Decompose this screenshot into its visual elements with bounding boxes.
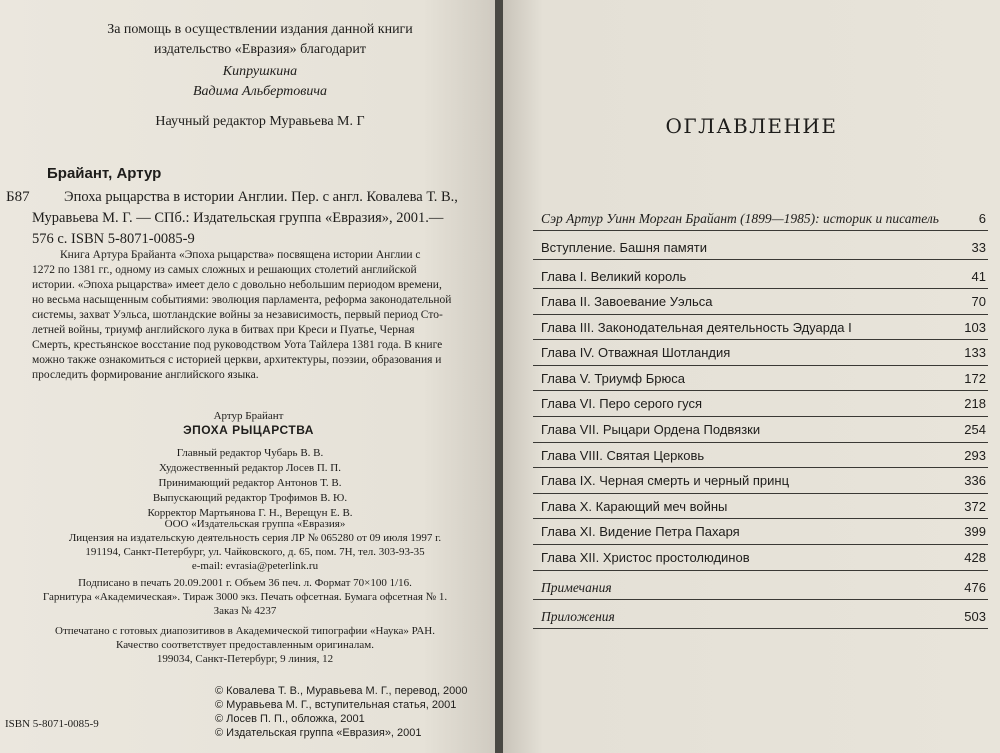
toc-label: Глава VIII. Святая Церковь [541, 447, 705, 463]
bib-author: Брайант, Артур [47, 165, 162, 182]
annotation-line: системы, захват Уэльса, шотландские войны за независимость, первый период Сто- [32, 309, 443, 321]
thanks-name-1: Кипрушкина [222, 64, 298, 79]
thanks-line-2: издательство «Евразия» благодарит [153, 42, 367, 57]
annotation-line: Книга Артура Брайанта «Эпоха рыцарства» посвящена истории Англии с [60, 249, 421, 261]
staff-line: Выпускающий редактор Трофимов В. Ю. [152, 492, 348, 504]
thanks-name-2: Вадима Альбертовича [192, 84, 328, 99]
toc-page: 428 [964, 549, 986, 565]
toc-page: 103 [964, 319, 986, 335]
toc-label: Примечания [541, 579, 612, 595]
toc-label: Глава II. Завоевание Уэльса [541, 294, 713, 309]
bib-code: Б87 [6, 189, 30, 205]
annotation-line: 1272 по 1381 гг., одному из самых сложных и решающих столетий английской [32, 264, 417, 276]
toc-label: Глава I. Великий король [541, 269, 687, 284]
toc-label: Сэр Артур Уинн Морган Брайант (1899—1985): историк и писатель [541, 211, 939, 226]
toc-row [533, 230, 988, 259]
staff-line: Принимающий редактор Антонов Т. В. [158, 477, 342, 489]
toc-label: Глава V. Триумф Брюса [541, 370, 685, 386]
toc-row [533, 314, 988, 340]
toc-page: 476 [964, 579, 986, 595]
bib-entry-line-2: Муравьева М. Г. — СПб.: Издательская группа «Евразия», 2001.— [32, 210, 444, 226]
toc-label: Глава XII. Христос простолюдинов [541, 549, 750, 565]
annotation [32, 248, 472, 383]
left-page [0, 0, 497, 753]
staff-line: Художественный редактор Лосев П. П. [159, 462, 341, 474]
toc-row [533, 365, 988, 391]
toc-page: 6 [978, 211, 986, 226]
toc-row [533, 416, 988, 442]
book-author: Артур Брайант [213, 410, 284, 422]
toc-row [533, 259, 988, 288]
toc-page: 372 [964, 498, 986, 514]
annotation-line: Смерть, крестьянское восстание под руководством Уота Тайлера 1381 года. В книге [32, 339, 443, 351]
toc-row [533, 493, 988, 519]
isbn: ISBN 5-8071-0085-9 [5, 718, 99, 730]
toc-label: Глава XI. Видение Петра Пахаря [541, 524, 740, 540]
toc-label: Глава X. Карающий меч войны [541, 498, 728, 514]
typography-info [10, 624, 480, 666]
copyright-block [215, 684, 468, 740]
toc-row [533, 339, 988, 365]
toc-label: Приложения [541, 608, 615, 624]
toc-page: 503 [964, 608, 986, 624]
annotation-line: истории. «Эпоха рыцарства» имеет дело с довольно небольшим периодом времени, [32, 279, 442, 291]
print-line: Гарнитура «Академическая». Тираж 3000 экз. Печать офсетная. Бумага офсетная № 1. [42, 591, 448, 603]
toc-row [533, 570, 988, 599]
print-line: Заказ № 4237 [213, 605, 277, 617]
toc-label: Глава VI. Перо серого гуся [541, 396, 703, 412]
publisher-line: Лицензия на издательскую деятельность серия ЛР № 065280 от 09 июля 1997 г. [68, 532, 442, 544]
copyright-line: © Издательская группа «Евразия», 2001 [215, 727, 422, 739]
toc-page: 336 [964, 473, 986, 489]
toc-page: 33 [971, 240, 986, 255]
staff-line: Главный редактор Чубарь В. В. [176, 447, 324, 459]
publisher-line: 191194, Санкт-Петербург, ул. Чайковского, д. 65, пом. 7Н, тел. 303-93-35 [85, 546, 425, 558]
toc-label: Глава III. Законодательная деятельность Эдуарда I [541, 319, 852, 335]
toc-row [533, 288, 988, 314]
toc-row [533, 518, 988, 544]
toc-row [533, 599, 988, 628]
print-line: Подписано в печать 20.09.2001 г. Объем 36 печ. л. Формат 70×100 1/16. [78, 577, 412, 589]
bib-entry [32, 187, 472, 250]
bib-entry-line-3: 576 с. ISBN 5-8071-0085-9 [32, 231, 195, 247]
thanks-line-1: За помощь в осуществлении издания данной книги [107, 22, 413, 37]
staff-list [100, 446, 400, 521]
publisher-info [20, 517, 490, 573]
copyright-line: © Муравьева М. Г., вступительная статья, 2001 [215, 699, 457, 711]
toc-row [533, 544, 988, 570]
right-page [503, 0, 1000, 753]
print-info [10, 576, 480, 618]
toc-row [533, 202, 988, 230]
toc-page: 218 [964, 396, 986, 412]
annotation-line: можно также ознакомиться с историей церкви, архитектуры, поэзии, образования и [32, 354, 442, 366]
toc-page: 399 [964, 524, 986, 540]
copyright-line: © Ковалева Т. В., Муравьева М. Г., перевод, 2000 [215, 685, 468, 697]
toc-page: 133 [964, 345, 986, 361]
typography-line: Качество соответствует предоставленным оригиналам. [116, 639, 374, 651]
annotation-line: проследить формирование английского языка. [32, 369, 259, 381]
toc-label: Глава IV. Отважная Шотландия [541, 345, 731, 361]
publisher-email: e-mail: evrasia@peterlink.ru [191, 560, 319, 572]
toc-page: 70 [971, 294, 986, 309]
copyright-line: © Лосев П. П., обложка, 2001 [215, 713, 365, 725]
toc-page: 41 [971, 269, 986, 284]
toc-page: 172 [964, 370, 986, 386]
science-editor: Научный редактор Муравьева М. Г [155, 114, 365, 129]
typography-line: 199034, Санкт-Петербург, 9 линия, 12 [156, 653, 334, 665]
annotation-line: но весьма насыщенным событиями: эволюция парламента, реформа законодательной [32, 294, 452, 306]
toc-page: 293 [964, 447, 986, 463]
toc-row [533, 390, 988, 416]
staff-line: Корректор Мартьянова Г. Н., Верещун Е. В. [147, 507, 353, 519]
toc-bottom-rule [533, 628, 988, 629]
toc-label: Глава VII. Рыцари Ордена Подвязки [541, 421, 761, 437]
toc-title: ОГЛАВЛЕНИЕ [665, 114, 838, 138]
book-title: ЭПОХА РЫЦАРСТВА [183, 423, 314, 437]
bib-entry-line-1: Эпоха рыцарства в истории Англии. Пер. с англ. Ковалева Т. В., [64, 189, 458, 205]
annotation-line: летней войны, триумф английского лука в битвах при Креси и Пуатье, Черная [32, 324, 415, 336]
toc-page: 254 [964, 421, 986, 437]
typography-line: Отпечатано с готовых диапозитивов в Академической типографии «Наука» РАН. [55, 625, 435, 637]
toc-row [533, 442, 988, 468]
table-of-contents [533, 202, 988, 629]
toc-label: Вступление. Башня памяти [541, 240, 708, 255]
publisher-line: ООО «Издательская группа «Евразия» [164, 518, 346, 530]
toc-row [533, 467, 988, 493]
toc-label: Глава IX. Черная смерть и черный принц [541, 473, 790, 489]
